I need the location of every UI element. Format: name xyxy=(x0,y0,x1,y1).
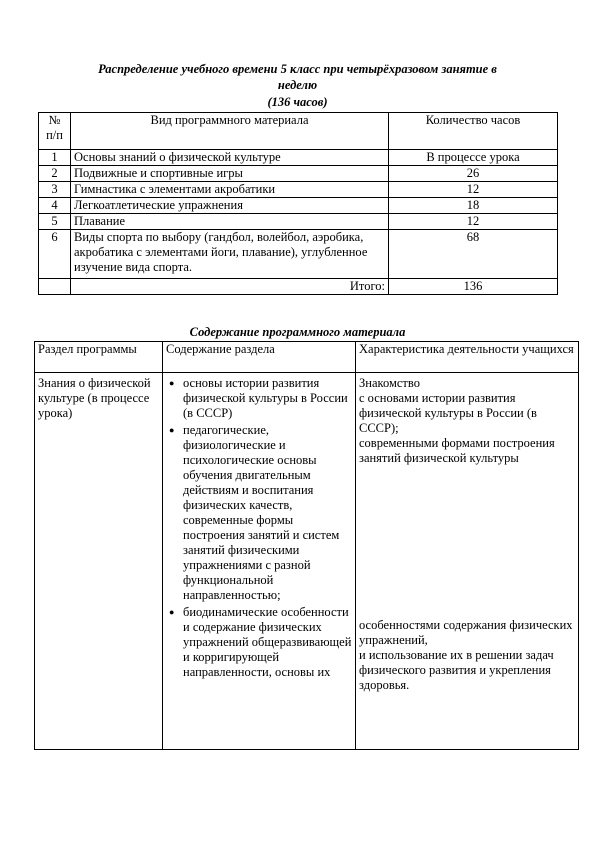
activity-text-3: особенностями содержания физических упражнений, xyxy=(359,618,573,647)
row-hours: 68 xyxy=(389,230,558,279)
header-section: Раздел программы xyxy=(35,342,163,373)
program-content-table xyxy=(34,341,579,750)
header-material: Вид программного материала xyxy=(71,113,389,150)
doc-title-line1: Распределение учебного времени 5 класс при четырёхразовом занятие в xyxy=(98,62,497,76)
table-row xyxy=(39,166,558,182)
list-item: ● педагогические, физиологические и психологические основы обучения двигательным действиям и воспитания физических качеств, современные формы построения занятий и систем занятий физическими упражнениями с разной функциональной направленностью; xyxy=(166,423,352,603)
activity-text-4: и использование их в решении задач физического развития и укрепления здоровья. xyxy=(359,648,554,692)
table-row xyxy=(39,198,558,214)
row-material: Виды спорта по выбору (гандбол, волейбол, аэробика, акробатика с элементами йоги, плавание), углубленное изучение вида спорта. xyxy=(71,230,389,279)
hours-distribution-table xyxy=(38,112,558,295)
table-header-row xyxy=(39,113,558,150)
row-material: Легкоатлетические упражнения xyxy=(71,198,389,214)
row-material: Подвижные и спортивные игры xyxy=(71,166,389,182)
row-hours: 12 xyxy=(389,182,558,198)
total-empty-cell xyxy=(39,279,71,295)
total-value: 136 xyxy=(389,279,558,295)
doc-title-line2: неделю xyxy=(277,78,318,92)
total-row xyxy=(39,279,558,295)
section-name: Знания о физической культуре (в процессе урока) xyxy=(38,376,151,420)
row-number: 3 xyxy=(39,182,71,198)
content-bullet-list xyxy=(166,373,352,680)
header-hours: Количество часов xyxy=(389,113,558,150)
table-row xyxy=(39,182,558,198)
row-hours: 26 xyxy=(389,166,558,182)
row-hours: 12 xyxy=(389,214,558,230)
table-row xyxy=(39,150,558,166)
activity-cell xyxy=(356,373,579,750)
table-row xyxy=(35,373,579,750)
row-number: 1 xyxy=(39,150,71,166)
row-number: 6 xyxy=(39,230,71,279)
doc-title-line3: (136 часов) xyxy=(267,95,328,109)
row-hours: В процессе урока xyxy=(389,150,558,166)
table-header-row xyxy=(35,342,579,373)
row-number: 4 xyxy=(39,198,71,214)
row-material: Основы знаний о физической культуре xyxy=(71,150,389,166)
total-label: Итого: xyxy=(71,279,389,295)
table-row xyxy=(39,230,558,279)
row-material: Гимнастика с элементами акробатики xyxy=(71,182,389,198)
activity-heading: Знакомство xyxy=(359,376,420,390)
list-item: ● основы истории развития физической культуры в России (в СССР) xyxy=(166,376,352,421)
section-title: Содержание программного материала xyxy=(189,325,406,339)
section-cell xyxy=(35,373,163,750)
table-row xyxy=(39,214,558,230)
header-number: № п/п xyxy=(39,113,71,150)
list-item: ● биодинамические особенности и содержание физических упражнений общеразвивающей и корригирующей направленности, основы их xyxy=(166,605,352,680)
row-number: 2 xyxy=(39,166,71,182)
header-content: Содержание раздела xyxy=(163,342,356,373)
row-material: Плавание xyxy=(71,214,389,230)
row-hours: 18 xyxy=(389,198,558,214)
row-number: 5 xyxy=(39,214,71,230)
activity-text-1: с основами истории развития физической культуры в России (в СССР); xyxy=(359,391,537,435)
content-cell xyxy=(163,373,356,750)
activity-text-2: современными формами построения занятий физической культуры xyxy=(359,436,555,465)
header-activity: Характеристика деятельности учащихся xyxy=(356,342,579,373)
